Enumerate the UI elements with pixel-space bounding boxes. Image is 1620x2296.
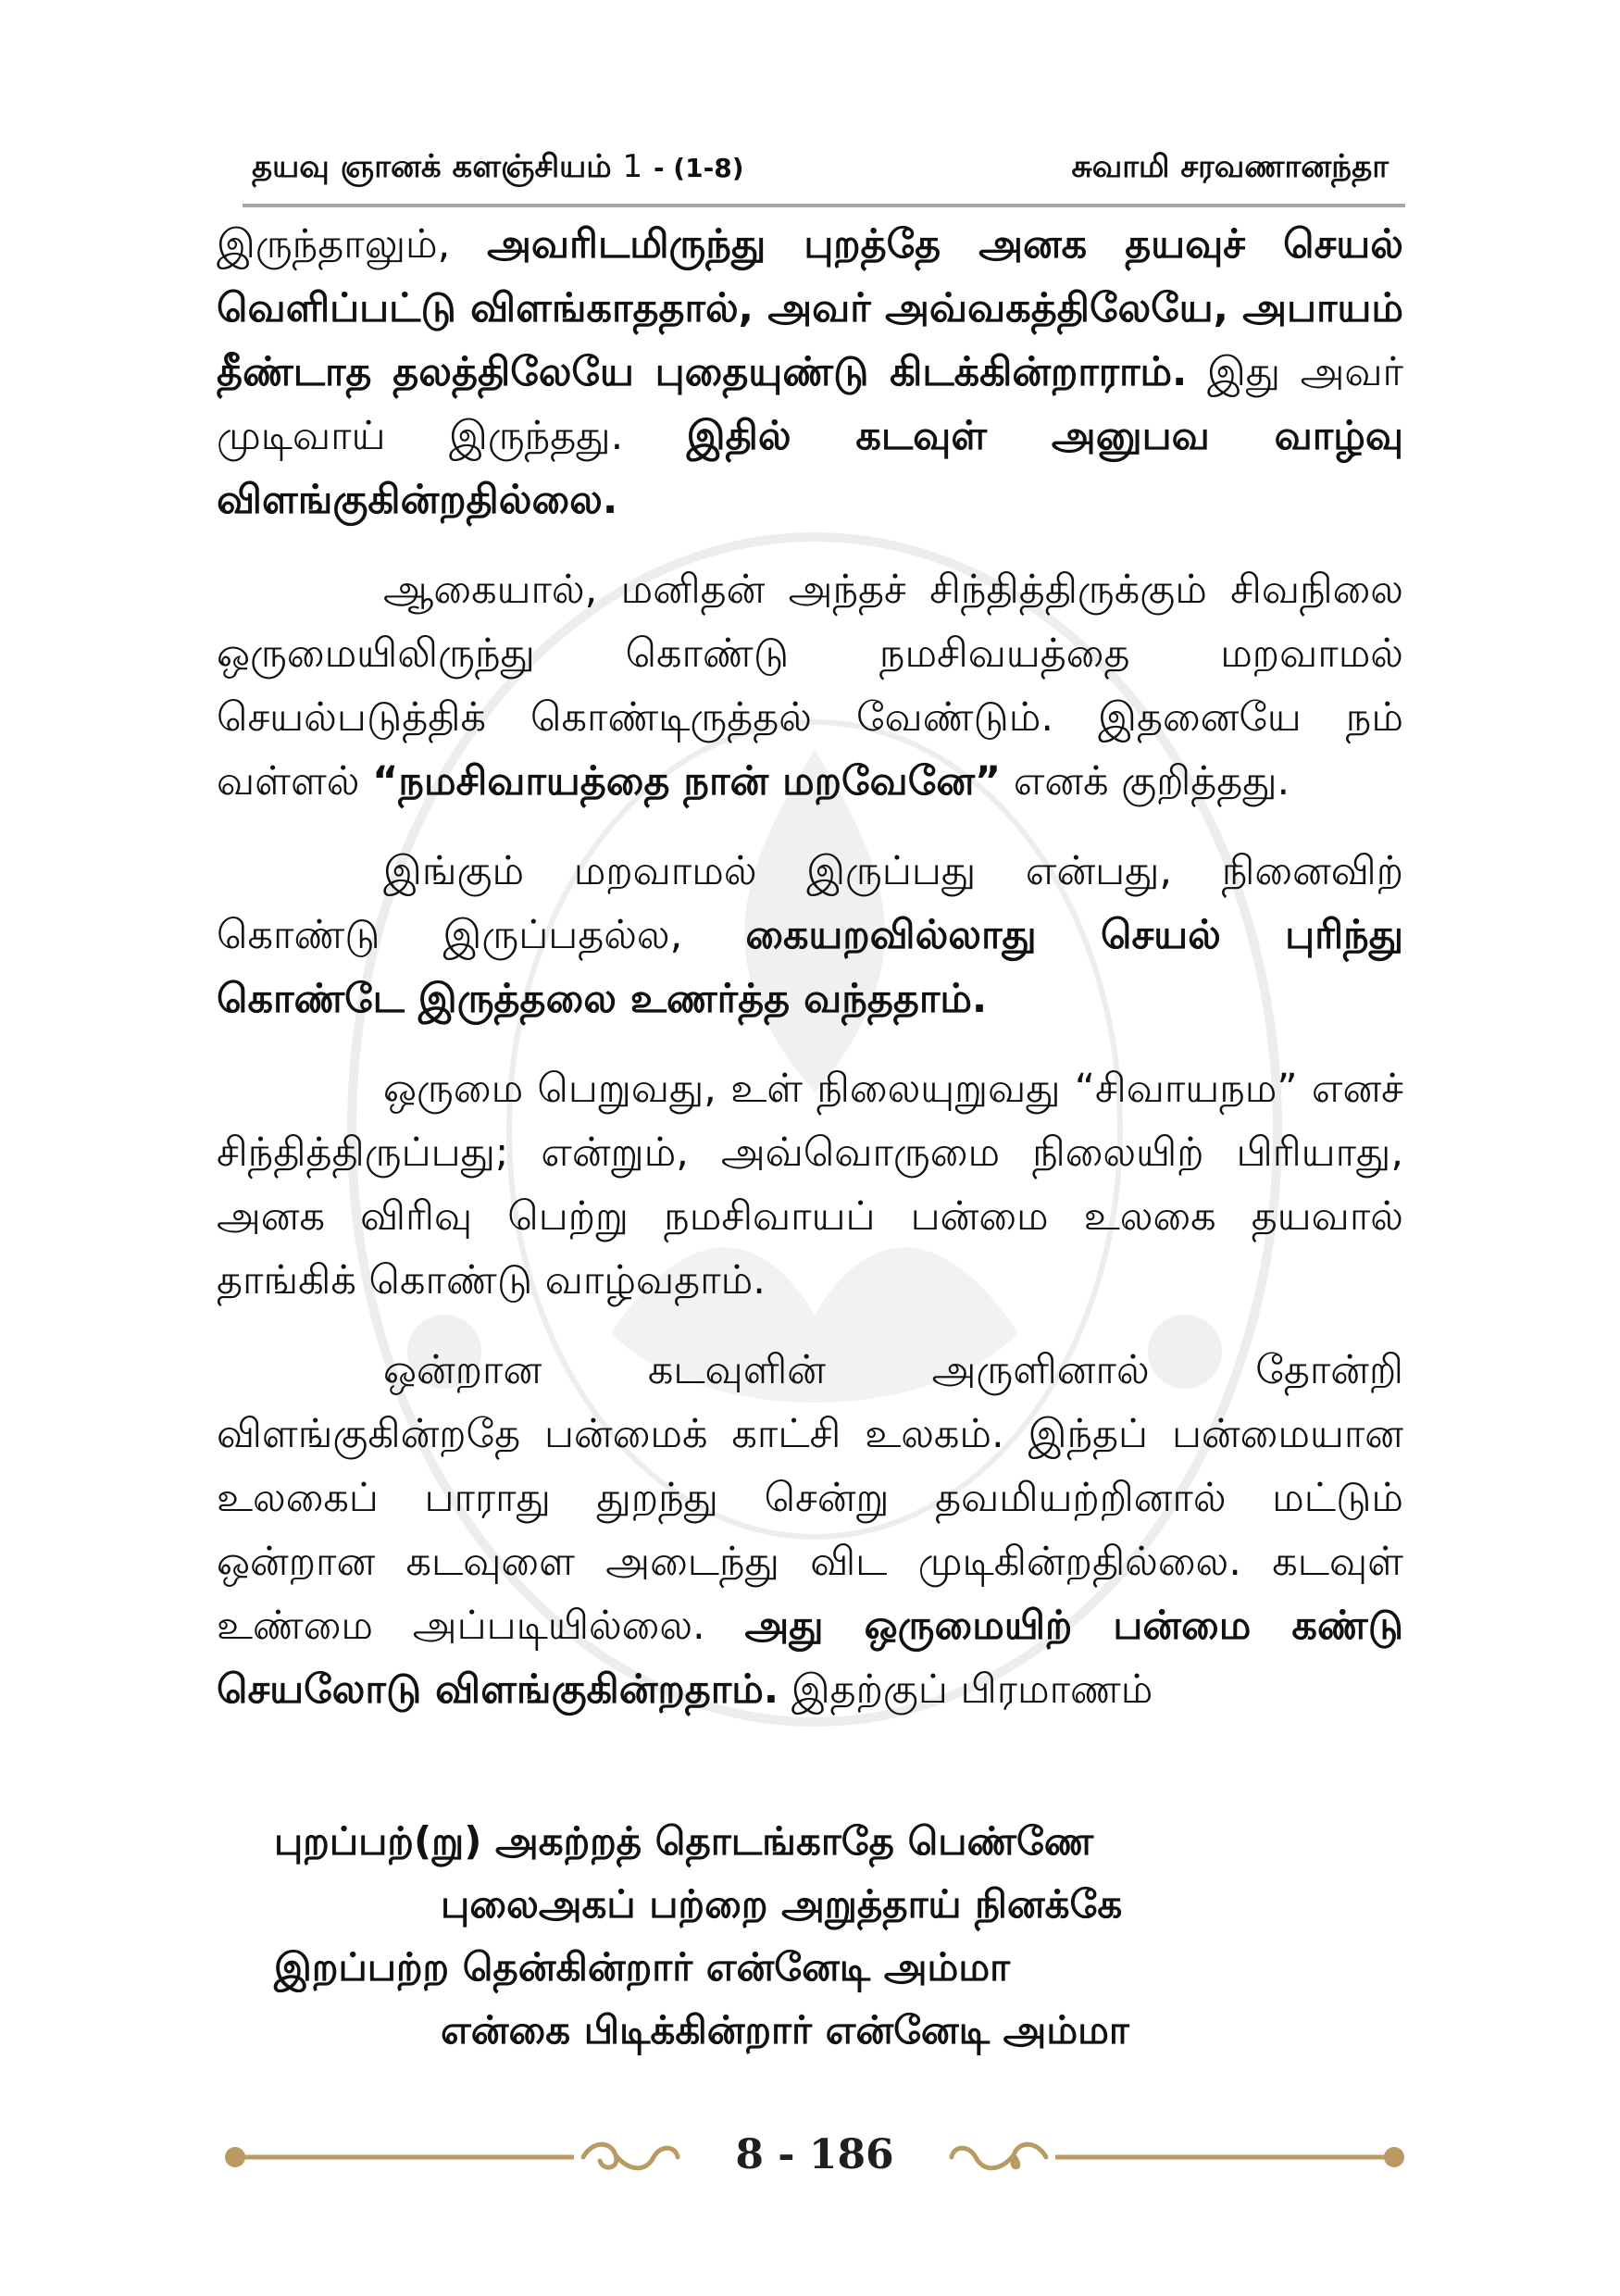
paragraph-2 (217, 558, 1403, 814)
volume-number: 1 (622, 148, 643, 185)
paragraph-1-bold: அவரிடமிருந்து புறத்தே அனக தயவுச் செயல் வெளிப்பட்டு விளங்காததால், அவர் அவ்வகத்திலேயே, அபாயம் தீண்டாத தலத்திலேயே புதையுண்டு கிடக்கின்றாராம். (217, 221, 1403, 395)
paragraph-5-bold: அது ஒருமையிற் பன்மை கண்டு செயலோடு விளங்குகின்றதாம். (217, 1603, 1403, 1713)
verse-line-2: புலைஅகப் பற்றை அறுத்தாய் நினக்கே (441, 1881, 1123, 1927)
page-number: 8 - 186 (735, 2131, 894, 2178)
paragraph-3-bold: கையறவில்லாது செயல் புரிந்து கொண்டே இருத்தலை உணர்த்த வந்ததாம். (217, 912, 1404, 1022)
paragraph-3-text: இங்கும் மறவாமல் இருப்பது என்பது, நினைவிற் கொண்டு இருப்பதல்ல, (217, 848, 1403, 958)
verse-quotation (274, 1810, 1431, 2062)
paragraph-3 (217, 840, 1403, 1031)
running-header (243, 139, 1405, 207)
page-footer (222, 2120, 1407, 2194)
paragraph-5-text-2: இதற்குப் பிரமாணம் (779, 1666, 1153, 1713)
verse-line-1: புறப்பற்(று) அகற்றத் தொடங்காதே பெண்ணே (274, 1818, 1094, 1864)
paragraph-1-text-2: இது அவர் முடிவாய் இருந்தது. (217, 349, 1403, 459)
paragraph-4-text: ஒருமை பெறுவது, உள் நிலையுறுவது “சிவாயநம” எனச் சிந்தித்திருப்பது; என்றும், அவ்வொருமை நிலையிற் பிரியாது, அனக விரிவு பெற்று நமசிவாயப் பன்மை உலகை தயவால் தாங்கிக் கொண்டு வாழ்வதாம். (217, 1066, 1403, 1304)
body-text (217, 213, 1403, 1748)
paragraph-4 (217, 1057, 1403, 1313)
paragraph-1-bold-2: இதில் கடவுள் அனுபவ வாழ்வு விளங்குகின்றதில்லை. (217, 413, 1403, 523)
paragraph-1-text: இருந்தாலும், (217, 221, 488, 268)
header-book-title (252, 148, 744, 189)
paragraph-2-quote: “நமசிவாயத்தை நான் மறவேனே” (372, 758, 1002, 805)
verse-line-3: இறப்பற்ற தென்கின்றார் என்னேடி அம்மா (274, 1944, 1011, 1990)
paragraph-2-text: ஆகையால், மனிதன் அந்தச் சிந்தித்திருக்கும் சிவநிலை ஒருமையிலிருந்து கொண்டு நமசிவயத்தை மறவாமல் செயல்படுத்திக் கொண்டிருத்தல் வேண்டும். இதனையே நம் வள்ளல் (217, 567, 1403, 805)
section-range: - (1-8) (653, 153, 744, 183)
verse-line-4: என்கை பிடிக்கின்றார் என்னேடி அம்மா (441, 2007, 1129, 2053)
paragraph-5 (217, 1339, 1403, 1722)
paragraph-2-text-2: எனக் குறித்தது. (1001, 758, 1290, 805)
book-title: தயவு ஞானக் களஞ்சியம் (252, 148, 612, 185)
header-author: சுவாமி சரவணானந்தா (1071, 148, 1389, 185)
paragraph-1 (217, 213, 1403, 532)
paragraph-5-text: ஒன்றான கடவுளின் அருளினால் தோன்றி விளங்குகின்றதே பன்மைக் காட்சி உலகம். இந்தப் பன்மையான உலகைப் பாராது துறந்து சென்று தவமியற்றினால் மட்டும் ஒன்றான கடவுளை அடைந்து விட முடிகின்றதில்லை. கடவுள் உண்மை அப்படியில்லை. (217, 1347, 1403, 1649)
